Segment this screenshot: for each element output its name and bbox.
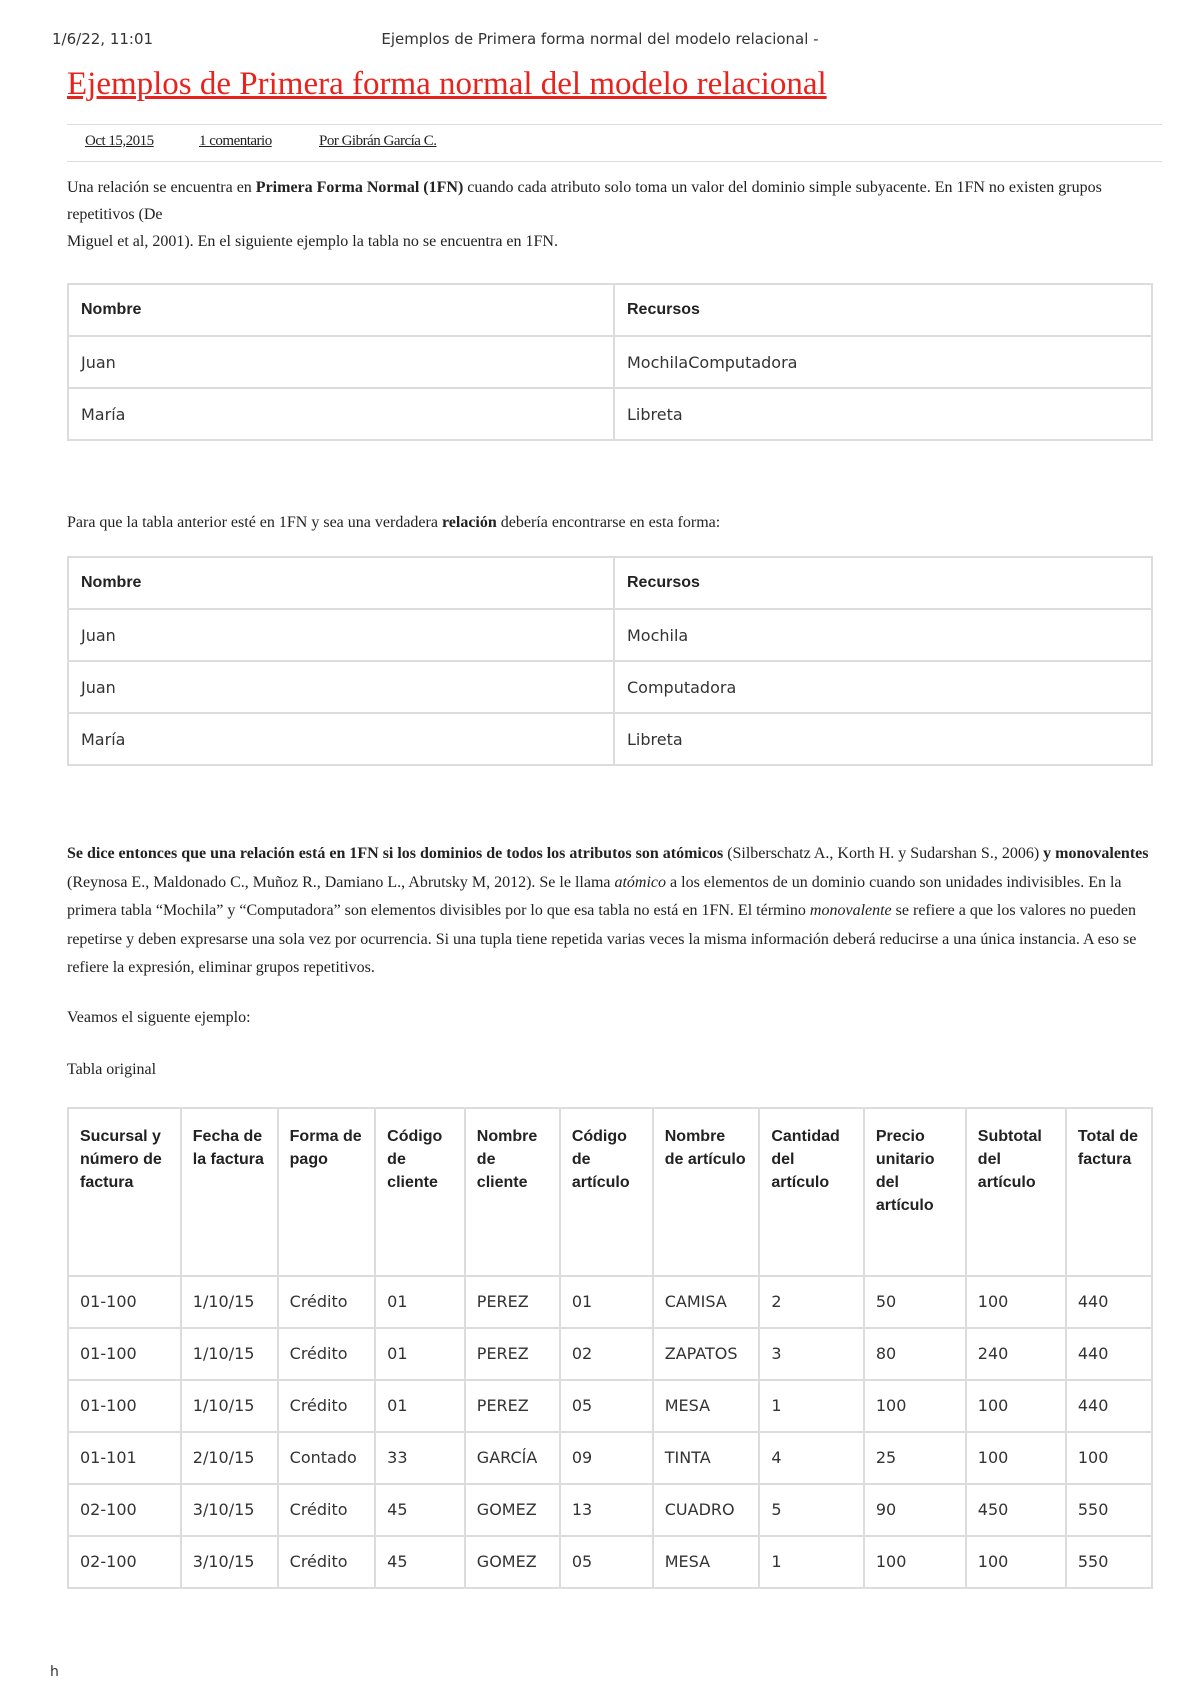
table-cell: 05	[560, 1536, 653, 1588]
table-cell: 100	[864, 1536, 966, 1588]
table-cell: 2	[759, 1276, 864, 1328]
table-header-row	[68, 284, 1152, 336]
table-cell: 3/10/15	[181, 1484, 278, 1536]
table-cell: 01	[375, 1276, 465, 1328]
table-cell: Computadora	[614, 661, 1152, 713]
post-title-link[interactable]: Ejemplos de Primera forma normal del modelo relacional	[67, 66, 827, 102]
table-row	[68, 1536, 1152, 1588]
table-row	[68, 1484, 1152, 1536]
table-cell: MochilaComputadora	[614, 336, 1152, 388]
table-cell: 1/10/15	[181, 1276, 278, 1328]
second-bold-relacion: relación	[441, 514, 497, 531]
original-table-caption: Tabla original	[67, 1060, 157, 1078]
table-cell: 33	[375, 1432, 465, 1484]
column-header: Sucursal y número de factura	[68, 1108, 181, 1276]
column-header: Cantidad del artículo	[759, 1108, 864, 1276]
table-cell: Contado	[278, 1432, 376, 1484]
article	[67, 62, 1162, 1589]
table-cell: 100	[966, 1276, 1066, 1328]
table-cell: 3	[759, 1328, 864, 1380]
table-cell: 05	[560, 1380, 653, 1432]
table-cell: 01-100	[68, 1276, 181, 1328]
intro-text-3: Miguel et al, 2001). En el siguiente ejemplo la tabla no se encuentra en 1FN.	[67, 233, 558, 250]
column-header: Nombre de cliente	[465, 1108, 560, 1276]
table-cell: Crédito	[278, 1380, 376, 1432]
intro-text-1: Una relación se encuentra en	[67, 179, 256, 196]
definition-text-2: (Reynosa E., Maldonado C., Muñoz R., Damiano L., Abrutsky M, 2012). Se le llama	[67, 873, 615, 891]
column-header: Fecha de la factura	[181, 1108, 278, 1276]
table-cell: 02	[560, 1328, 653, 1380]
table-cell: TINTA	[653, 1432, 760, 1484]
table-cell: 100	[1066, 1432, 1152, 1484]
table-cell: Crédito	[278, 1536, 376, 1588]
table-cell: 100	[864, 1380, 966, 1432]
column-header: Código de artículo	[560, 1108, 653, 1276]
table-cell: Juan	[68, 336, 614, 388]
table-cell: 550	[1066, 1536, 1152, 1588]
second-paragraph	[67, 509, 1162, 536]
table-cell: GARCÍA	[465, 1432, 560, 1484]
table-cell: 100	[966, 1380, 1066, 1432]
print-header	[0, 30, 1200, 50]
table-cell: 01	[375, 1328, 465, 1380]
table-cell: 45	[375, 1536, 465, 1588]
table-cell: Libreta	[614, 713, 1152, 765]
column-header: Subtotal del artículo	[966, 1108, 1066, 1276]
print-datetime: 1/6/22, 11:01	[52, 30, 154, 48]
column-header: Recursos	[614, 284, 1152, 336]
table-cell: 450	[966, 1484, 1066, 1536]
second-text-1: Para que la tabla anterior esté en 1FN y sea una verdadera	[67, 514, 442, 531]
definition-paragraph	[67, 840, 1162, 983]
table-cell: PEREZ	[465, 1276, 560, 1328]
table-cell: 1	[759, 1536, 864, 1588]
table-cell: 5	[759, 1484, 864, 1536]
table-cell: 80	[864, 1328, 966, 1380]
definition-italic-atomico: atómico	[614, 873, 667, 891]
table-row	[68, 1380, 1152, 1432]
table-cell: GOMEZ	[465, 1484, 560, 1536]
table-cell: 240	[966, 1328, 1066, 1380]
table-cell: Crédito	[278, 1484, 376, 1536]
column-header: Forma de pago	[278, 1108, 376, 1276]
column-header: Nombre de artículo	[653, 1108, 760, 1276]
column-header: Nombre	[68, 557, 614, 609]
table-cell: 4	[759, 1432, 864, 1484]
table-cell: 01-100	[68, 1380, 181, 1432]
table-cell: 440	[1066, 1380, 1152, 1432]
post-date-link[interactable]: Oct 15,2015	[85, 133, 154, 149]
definition-text-1: (Silberschatz A., Korth H. y Sudarshan S., 2006)	[723, 845, 1044, 862]
table-row	[68, 713, 1152, 765]
author-link[interactable]: Por Gibrán García C.	[319, 133, 437, 149]
table-cell: 01-101	[68, 1432, 181, 1484]
table-row	[68, 1328, 1152, 1380]
post-meta	[67, 124, 1162, 162]
table-cell: 3/10/15	[181, 1536, 278, 1588]
intro-bold-1fn: Primera Forma Normal (1FN)	[255, 179, 464, 196]
table-cell: Juan	[68, 661, 614, 713]
column-header: Nombre	[68, 284, 614, 336]
table-cell: Mochila	[614, 609, 1152, 661]
table-cell: Juan	[68, 609, 614, 661]
table-cell: 01-100	[68, 1328, 181, 1380]
column-header: Total de factura	[1066, 1108, 1152, 1276]
comments-link[interactable]: 1 comentario	[199, 133, 272, 149]
table-cell: 02-100	[68, 1484, 181, 1536]
intro-text-2: cuando cada atributo solo toma un valor del dominio simple subyacente. En 1FN no existen grupos repetitivos (De	[67, 179, 1102, 223]
table-cell: 440	[1066, 1328, 1152, 1380]
table-cell: 09	[560, 1432, 653, 1484]
table-not-1fn	[67, 283, 1153, 441]
table-cell: Crédito	[278, 1328, 376, 1380]
table-cell: CAMISA	[653, 1276, 760, 1328]
table-row	[68, 609, 1152, 661]
column-header: Recursos	[614, 557, 1152, 609]
page-footer-marker: h	[50, 1664, 59, 1680]
table-cell: ZAPATOS	[653, 1328, 760, 1380]
definition-bold-2: y monovalentes	[1043, 845, 1149, 862]
table-cell: Libreta	[614, 388, 1152, 440]
table-cell: 25	[864, 1432, 966, 1484]
table-row	[68, 661, 1152, 713]
definition-text-4: se refiere a que los valores no pueden repetirse y deben expresarse una sola vez por ocurrencia. Si una tupla tiene repetida varias veces la misma información deberá reducirse a una única instancia. A eso se refiere la expresión, eliminar grupos repetitivos.	[67, 902, 1137, 976]
table-cell: 13	[560, 1484, 653, 1536]
table-cell: 02-100	[68, 1536, 181, 1588]
table-cell: 01	[375, 1380, 465, 1432]
table-cell: 1/10/15	[181, 1328, 278, 1380]
table-cell: GOMEZ	[465, 1536, 560, 1588]
intro-paragraph	[67, 174, 1162, 255]
table-cell: MESA	[653, 1380, 760, 1432]
second-text-2: debería encontrarse en esta forma:	[496, 514, 721, 531]
table-1fn	[67, 556, 1153, 766]
table-cell: María	[68, 388, 614, 440]
table-cell: 1	[759, 1380, 864, 1432]
table-cell: PEREZ	[465, 1328, 560, 1380]
table-row	[68, 388, 1152, 440]
definition-italic-monovalente: monovalente	[809, 902, 892, 919]
table-cell: 440	[1066, 1276, 1152, 1328]
table-header-row	[68, 557, 1152, 609]
table-row	[68, 1432, 1152, 1484]
table-row	[68, 1276, 1152, 1328]
definition-bold-1: Se dice entonces que una relación está en 1FN si los dominios de todos los atributos son atómicos	[67, 845, 724, 862]
table-cell: 1/10/15	[181, 1380, 278, 1432]
table-cell: 50	[864, 1276, 966, 1328]
table-cell: 90	[864, 1484, 966, 1536]
table-cell: 01	[560, 1276, 653, 1328]
invoice-table	[67, 1107, 1153, 1589]
table-cell: 45	[375, 1484, 465, 1536]
table-cell: 2/10/15	[181, 1432, 278, 1484]
example-intro: Veamos el siguente ejemplo:	[67, 1008, 251, 1026]
table-row	[68, 336, 1152, 388]
table-cell: María	[68, 713, 614, 765]
table-cell: MESA	[653, 1536, 760, 1588]
column-header: Precio unitario del artículo	[864, 1108, 966, 1276]
table-cell: PEREZ	[465, 1380, 560, 1432]
column-header: Código de cliente	[375, 1108, 465, 1276]
definition-text-3: a los elementos de un dominio cuando son unidades indivisibles. En la primera tabla “Mochila” y “Computadora” son elementos divisibles por lo que esa tabla no está en 1FN. El término	[67, 873, 1122, 919]
table-cell: 100	[966, 1432, 1066, 1484]
table-cell: 100	[966, 1536, 1066, 1588]
table-cell: 550	[1066, 1484, 1152, 1536]
table-cell: CUADRO	[653, 1484, 760, 1536]
print-page-title: Ejemplos de Primera forma normal del modelo relacional -	[381, 30, 819, 48]
table-header-row	[68, 1108, 1152, 1276]
table-cell: Crédito	[278, 1276, 376, 1328]
